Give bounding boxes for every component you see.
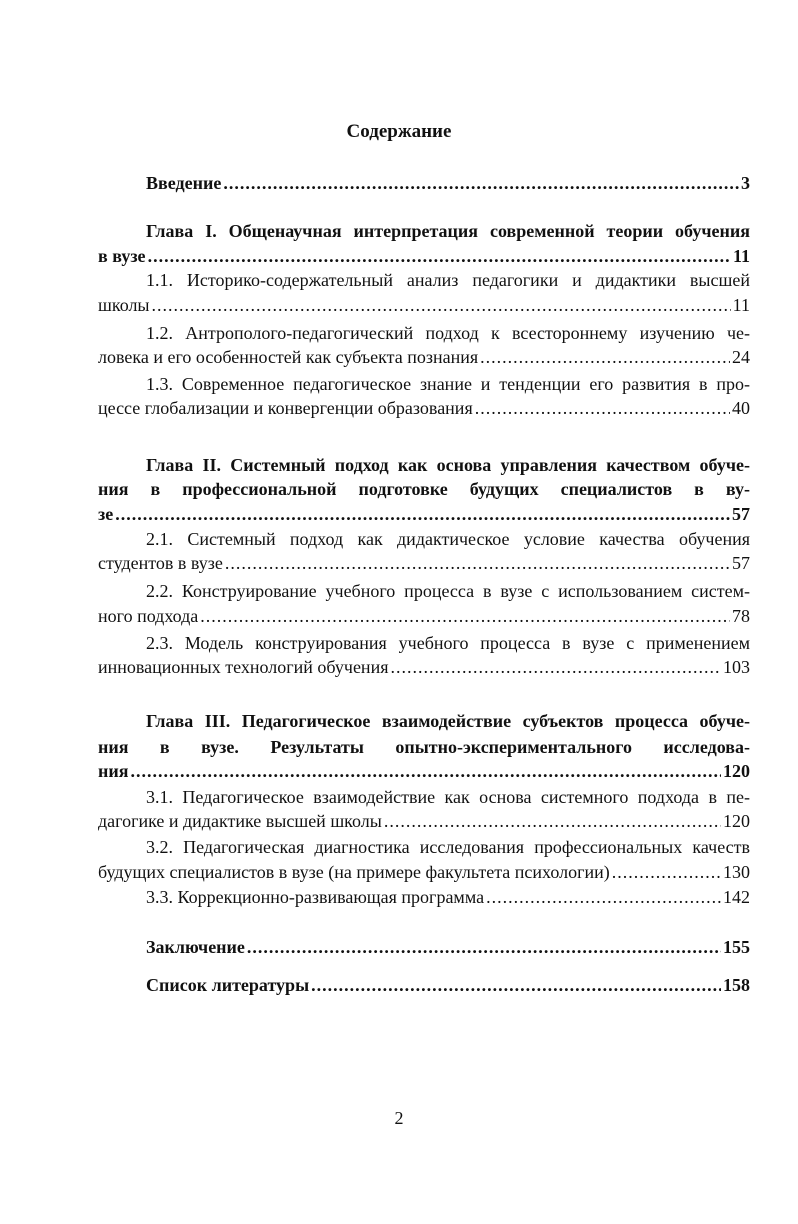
toc-entry-section-1-2	[98, 345, 750, 369]
dot-leader	[384, 809, 721, 833]
section-1-1-line-1: 1.1. Историко-содержательный анализ педагогики и дидактики высшей	[146, 270, 750, 290]
chapter-3-heading-line-2: ния в вузе. Результаты опытно-экспериментального исследова-	[98, 737, 750, 757]
dot-leader	[225, 551, 730, 575]
chapter-3-heading-line-1: Глава III. Педагогическое взаимодействие субъектов процесса обуче-	[146, 711, 750, 731]
dot-leader	[486, 885, 721, 909]
toc-entry-section-2-1	[98, 551, 750, 575]
dot-leader	[311, 973, 721, 997]
chapter-2-heading-line-2: ния в профессиональной подготовке будущих специалистов в ву-	[98, 479, 750, 499]
toc-page: 24	[732, 347, 750, 367]
toc-entry-chapter-1	[98, 244, 750, 268]
toc-entry-chapter-3	[98, 759, 750, 783]
dot-leader	[480, 345, 730, 369]
section-1-2-line-1: 1.2. Антрополого-педагогический подход к всестороннему изучению че-	[146, 323, 750, 343]
toc-page: 120	[723, 811, 750, 831]
toc-entry-intro	[146, 171, 750, 195]
toc-page: 155	[723, 937, 750, 957]
toc-label: в вузе	[98, 246, 146, 266]
toc-page: 103	[723, 657, 750, 677]
section-2-3-line-1: 2.3. Модель конструирования учебного процесса в вузе с применением	[146, 633, 750, 653]
section-2-1-line-1: 2.1. Системный подход как дидактическое условие качества обучения	[146, 529, 750, 549]
page-number: 2	[394, 1108, 404, 1128]
dot-leader	[223, 171, 739, 195]
toc-label: Заключение	[146, 937, 245, 957]
dot-leader	[130, 759, 721, 783]
toc-label: ния	[98, 761, 129, 781]
toc-entry-conclusion	[146, 935, 750, 959]
toc-label: студентов в вузе	[98, 553, 223, 573]
toc-entry-section-1-3	[98, 396, 750, 420]
toc-page: 158	[723, 975, 750, 995]
section-3-1-line-1: 3.1. Педагогическое взаимодействие как основа системного подхода в пе-	[146, 787, 750, 807]
toc-label: будущих специалистов в вузе (на примере факультета психологии)	[98, 862, 610, 882]
toc-page: 78	[732, 606, 750, 626]
dot-leader	[200, 604, 730, 628]
toc-label: 3.3. Коррекционно-развивающая программа	[146, 887, 485, 907]
toc-page: 120	[723, 761, 750, 781]
toc-entry-section-2-3	[98, 655, 750, 679]
dot-leader	[475, 396, 730, 420]
toc-entry-references	[146, 973, 750, 997]
dot-leader	[152, 293, 731, 317]
page-title: Содержание	[346, 121, 452, 142]
chapter-2-heading-line-1: Глава II. Системный подход как основа управления качеством обуче-	[146, 455, 750, 475]
dot-leader	[390, 655, 721, 679]
toc-label: ного подхода	[98, 606, 199, 626]
toc-entry-section-1-1	[98, 293, 750, 317]
toc-label: зе	[98, 504, 114, 524]
toc-page: 11	[732, 295, 750, 315]
dot-leader	[115, 502, 730, 526]
toc-label: школы	[98, 295, 150, 315]
toc-page: 11	[732, 246, 750, 266]
toc-page: 57	[732, 504, 750, 524]
toc-label: цессе глобализации и конвергенции образования	[98, 398, 473, 418]
dot-leader	[612, 860, 721, 884]
section-1-3-line-1: 1.3. Современное педагогическое знание и тенденции его развития в про-	[146, 374, 750, 394]
dot-leader	[148, 244, 731, 268]
section-2-2-line-1: 2.2. Конструирование учебного процесса в вузе с использованием систем-	[146, 581, 750, 601]
dot-leader	[247, 935, 721, 959]
toc-page: 57	[732, 553, 750, 573]
toc-label: инновационных технологий обучения	[98, 657, 389, 677]
toc-page: 142	[723, 887, 750, 907]
toc-label: Введение	[146, 173, 222, 193]
toc-label: ловека и его особенностей как субъекта познания	[98, 347, 479, 367]
toc-entry-section-3-2	[98, 860, 750, 884]
toc-entry-section-3-1	[98, 809, 750, 833]
toc-label: дагогике и дидактике высшей школы	[98, 811, 382, 831]
toc-label: Список литературы	[146, 975, 310, 995]
toc-page: 3	[741, 173, 750, 193]
toc-entry-section-2-2	[98, 604, 750, 628]
toc-page: 40	[732, 398, 750, 418]
toc-entry-chapter-2	[98, 502, 750, 526]
toc-page: 130	[723, 862, 750, 882]
toc-entry-section-3-3	[146, 885, 750, 909]
chapter-1-heading-line-1: Глава I. Общенаучная интерпретация современной теории обучения	[146, 221, 750, 241]
section-3-2-line-1: 3.2. Педагогическая диагностика исследования профессиональных качеств	[146, 837, 750, 857]
